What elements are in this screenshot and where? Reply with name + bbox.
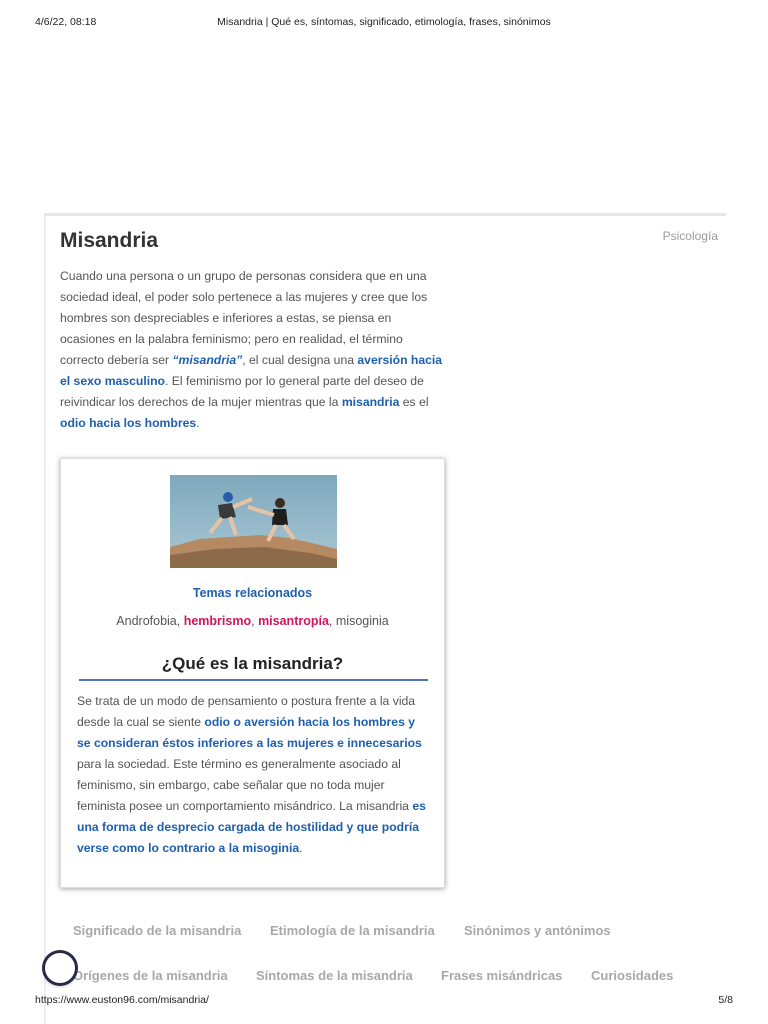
related-topics-list: [61, 614, 444, 628]
section-heading: ¿Qué es la misandria?: [161, 654, 344, 673]
print-footer: [0, 994, 768, 1008]
misandria-term-link[interactable]: “misandria”: [172, 353, 243, 367]
print-url: https://www.euston96.com/misandria/: [35, 994, 209, 1006]
tab-frases[interactable]: Frases misándricas: [441, 968, 563, 983]
misandria-link[interactable]: misandria: [341, 395, 400, 409]
related-separator: ,: [328, 614, 336, 628]
summary-box: [60, 458, 445, 888]
section-text: para la sociedad. Este término es generalmente asociado al feminismo, sin embargo, cabe señalar que no toda mujer feminista posee un comportamiento misándrico. La misandria: [77, 757, 413, 813]
related-item-misantropia[interactable]: misantropía: [258, 614, 329, 628]
print-header: [0, 16, 768, 30]
intro-text: .: [196, 416, 200, 430]
odio-hombres-link[interactable]: odio hacia los hombres: [60, 416, 197, 430]
related-topics-heading: Temas relacionados: [192, 586, 313, 600]
tab-origenes[interactable]: Orígenes de la misandria: [73, 968, 228, 983]
tab-significado[interactable]: Significado de la misandria: [73, 923, 242, 938]
section-paragraph: [77, 691, 429, 859]
intro-text: , el cual designa una: [242, 353, 358, 367]
tab-etimologia[interactable]: Etimología de la misandria: [270, 923, 435, 938]
print-page-title: Misandria | Qué es, síntomas, significado, etimología, frases, sinónimos: [217, 16, 551, 28]
floating-action-button[interactable]: [45, 953, 75, 983]
contempt-link[interactable]: es una forma de desprecio cargada de hostilidad y que podría verse como lo contrario a la misoginia: [77, 799, 426, 855]
section-text: .: [299, 841, 303, 855]
category-link[interactable]: Psicología: [662, 229, 718, 243]
related-separator: ,: [251, 614, 259, 628]
aversion-link[interactable]: aversión hacia el sexo masculino: [60, 353, 443, 388]
definition-link[interactable]: odio o aversión hacia los hombres y se consideran éstos inferiores a las mujeres e innecesarios: [77, 715, 422, 750]
print-date: 4/6/22, 08:18: [35, 16, 97, 28]
tab-sinonimos[interactable]: Sinónimos y antónimos: [464, 923, 611, 938]
tab-sintomas[interactable]: Síntomas de la misandria: [256, 968, 413, 983]
intro-text: Cuando una persona o un grupo de personas considera que en una sociedad ideal, el poder solo pertenece a las mujeres y cree que los hombres son despreciables e inferiores a estas, se piensa en ocasiones en la palabra feminismo; pero en realidad, el término correcto debería ser: [60, 269, 428, 367]
intro-text: es el: [399, 395, 429, 409]
section-divider: [79, 679, 428, 681]
intro-paragraph: [60, 266, 445, 434]
print-page-number: 5/8: [718, 994, 733, 1006]
page-title: Misandria: [60, 229, 159, 252]
related-separator: ,: [176, 614, 184, 628]
tab-curiosidades[interactable]: Curiosidades: [591, 968, 674, 983]
related-item-hembrismo[interactable]: hembrismo: [183, 614, 252, 628]
related-item-androfobia: Androfobia: [116, 614, 177, 628]
section-text: Se trata de un modo de pensamiento o postura frente a la vida desde la cual se siente: [77, 694, 416, 729]
intro-text: . El feminismo por lo general parte del deseo de reivindicar los derechos de la mujer mientras que la: [60, 374, 424, 409]
photo-icon: [170, 475, 337, 568]
related-item-misoginia: misoginia: [335, 614, 389, 628]
